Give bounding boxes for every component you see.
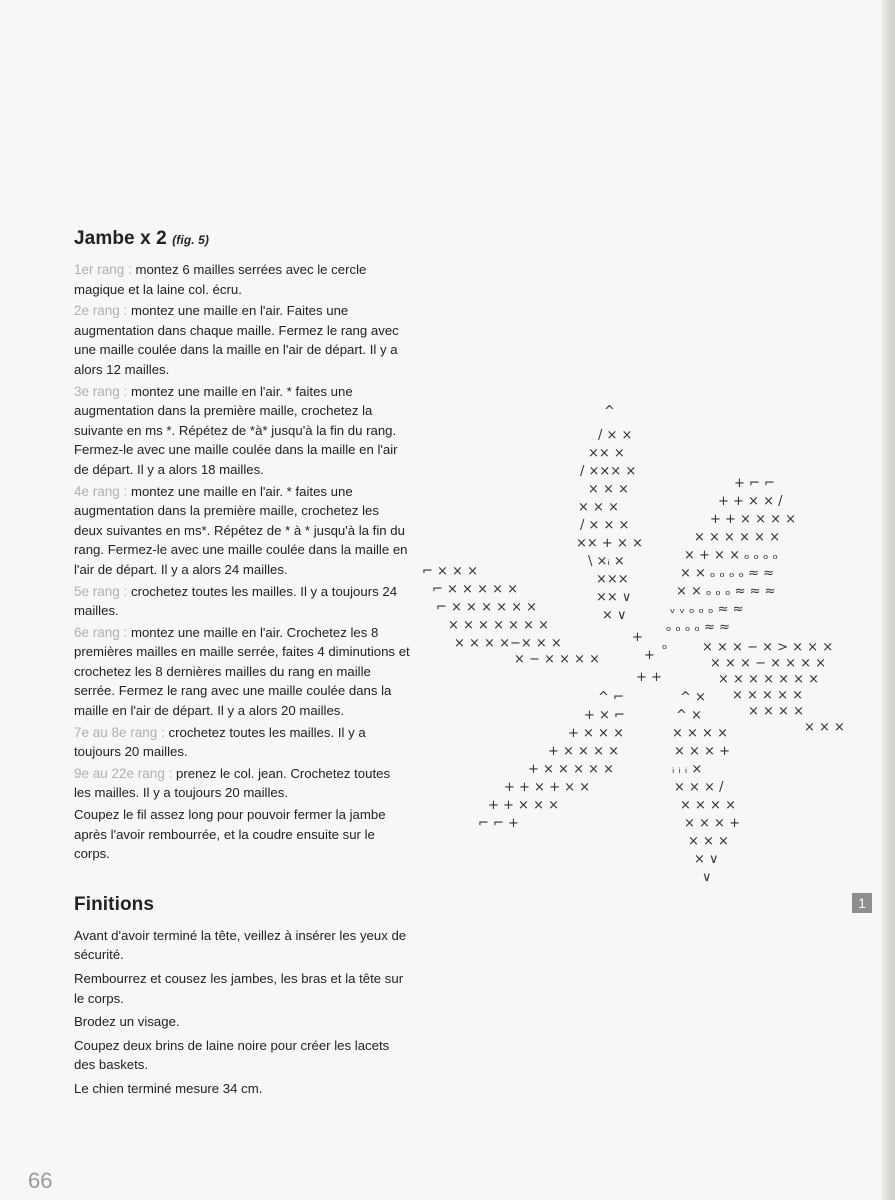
- svg-text:\ ×ᵢ ×: \ ×ᵢ ×: [588, 554, 625, 569]
- row-text: montez une maille en l'air. * faites une augmentation dans la première maille, crochetez les deux suivantes en ms*. Répétez de * à * jusqu'à la fin du rang. Fermez-le avec une maille coulée dans la maille en l'air de départ. Il y a alors 24 mailles.: [74, 483, 408, 577]
- diagram-center: [632, 630, 667, 685]
- svg-text:^ ×: ^ ×: [676, 708, 702, 723]
- svg-text:× + × × ₒ ₒ ₒ ₒ: × + × × ₒ ₒ ₒ ₒ: [684, 548, 779, 563]
- svg-text:+ × × × ×: + × × × ×: [548, 744, 619, 759]
- row-text: montez une maille en l'air. Faites une augmentation dans chaque maille. Fermez le rang avec une maille coulée dans la maille en l'air de départ. Il y a alors 12 mailles.: [74, 303, 399, 377]
- svg-text:∨: ∨: [702, 870, 712, 885]
- closing-instruction: Coupez le fil assez long pour pouvoir fermer la jambe après l'avoir rembourrée, et la coudre ensuite sur le corps.: [74, 807, 386, 862]
- finition-paragraph: Coupez deux brins de laine noire pour créer les lacets des baskets.: [74, 1037, 390, 1073]
- fig-reference: (fig. 5): [172, 233, 209, 247]
- svg-text:× × × +: × × × +: [684, 816, 740, 831]
- row-label: 7e au 8e rang :: [74, 724, 165, 740]
- svg-text:ₒ ₒ ₒ ₒ ≈ ≈: ₒ ₒ ₒ ₒ ≈ ≈: [666, 620, 730, 635]
- row-instruction: [74, 382, 410, 480]
- svg-text:+ × × ×: + × × ×: [568, 726, 624, 741]
- svg-text:+ ⌐ ⌐: + ⌐ ⌐: [734, 476, 775, 491]
- finition-paragraph: Rembourrez et cousez les jambes, les bras et la tête sur le corps.: [74, 971, 404, 1006]
- svg-text:× × × − × > × × ×: × × × − × > × × ×: [702, 640, 834, 655]
- svg-text:× × × × × × ×: × × × × × × ×: [448, 618, 550, 633]
- svg-text:×××: ×××: [596, 572, 629, 587]
- finition-paragraph: Avant d'avoir terminé la tête, veillez à insérer les yeux de sécurité.: [74, 927, 407, 963]
- row-text: montez une maille en l'air. * faites une augmentation dans la première maille, crochetez la suivante en ms *. Répétez de *à* jusqu'à la fin du rang. Fermez-le avec une maille coulée dans la maille en l'air de départ. Il y a alors 18 mailles.: [74, 383, 398, 477]
- svg-text:⌐ ⌐ +: ⌐ ⌐ +: [478, 816, 519, 831]
- svg-text:×× + × ×: ×× + × ×: [576, 536, 643, 551]
- row-instruction: [74, 260, 410, 299]
- svg-text:+ × ⌐: + × ⌐: [584, 708, 625, 723]
- section-title-jambe: [74, 228, 410, 250]
- row-label: 5e rang :: [74, 583, 128, 599]
- row-label: 4e rang :: [74, 483, 128, 499]
- svg-text:× × ₒ ₒ ₒ ₒ ≈ ≈: × × ₒ ₒ ₒ ₒ ≈ ≈: [680, 566, 775, 581]
- svg-text:× × × ×: × × × ×: [748, 704, 804, 719]
- diagram-petal-right-top: [666, 476, 796, 635]
- svg-text:×× ×: ×× ×: [588, 446, 625, 461]
- svg-text:× × × ×−× × ×: × × × ×−× × ×: [454, 636, 562, 651]
- row-text: prenez le col. jean. Crochetez toutes les mailles. Il y a toujours 20 mailles.: [74, 765, 391, 801]
- row-instruction: [74, 301, 410, 379]
- svg-text:× × × ×: × × × ×: [680, 798, 736, 813]
- svg-text:/ × ×: / × ×: [598, 428, 633, 443]
- svg-text:+ + × + × ×: + + × + × ×: [504, 780, 591, 795]
- row-instruction: [74, 582, 410, 621]
- finitions-section: [74, 894, 410, 1099]
- svg-text:× × ×: × × ×: [588, 482, 629, 497]
- svg-text:× × × /: × × × /: [674, 780, 724, 795]
- svg-text:ₒ: ₒ: [662, 638, 668, 653]
- svg-text:+ + × × × ×: + + × × × ×: [710, 512, 797, 527]
- row-instruction: [74, 623, 410, 721]
- svg-text:× − × × × ×: × − × × × ×: [514, 652, 601, 667]
- row-label: 2e rang :: [74, 303, 128, 319]
- svg-text:+ + × × /: + + × × /: [718, 494, 783, 509]
- svg-text:× × ×: × × ×: [804, 720, 845, 735]
- svg-text:×× ∨: ×× ∨: [596, 590, 632, 605]
- row-label: 9e au 22e rang :: [74, 765, 173, 781]
- page-number: 66: [28, 1168, 53, 1193]
- svg-text:+: +: [644, 648, 655, 663]
- svg-text:⌐ × × ×: ⌐ × × ×: [422, 564, 478, 579]
- crochet-stitch-diagram: [418, 395, 888, 915]
- chapter-tab-marker: 1: [852, 893, 872, 913]
- finition-paragraph: Le chien terminé mesure 34 cm.: [74, 1080, 263, 1096]
- svg-text:/ ××× ×: / ××× ×: [580, 464, 637, 479]
- svg-text:× ∨: × ∨: [602, 608, 627, 623]
- row-label: 3e rang :: [74, 383, 128, 399]
- row-text: crochetez toutes les mailles. Il y a toujours 24 mailles.: [74, 583, 398, 619]
- svg-text:× × ₒ ₒ ₒ ≈ ≈ ≈: × × ₒ ₒ ₒ ≈ ≈ ≈: [676, 584, 776, 599]
- svg-text:× × × − × × × ×: × × × − × × × ×: [710, 656, 827, 671]
- row-instruction: [74, 482, 410, 580]
- svg-text:ᵥ ᵥ ₒ ₒ ₒ ≈ ≈: ᵥ ᵥ ₒ ₒ ₒ ≈ ≈: [670, 602, 744, 617]
- finition-paragraph: Brodez un visage.: [74, 1014, 180, 1030]
- svg-text:× ∨: × ∨: [694, 852, 719, 867]
- svg-text:⌐ × × × × ×: ⌐ × × × × ×: [432, 582, 519, 597]
- row-text: montez une maille en l'air. Crochetez les 8 premières mailles en maille serrée, faites 4 diminutions et crochetez les 8 dernières mailles du rang en maille serrée. Fermez le rang avec une maille coulée dans la maille en l'air de départ. Il y a alors 20 mailles.: [74, 624, 410, 719]
- section-title-finitions: Finitions: [74, 893, 155, 915]
- row-instruction: [74, 764, 410, 803]
- diagram-petal-bottom-left: [478, 690, 625, 831]
- text-column: [74, 228, 410, 1103]
- row-label: 6e rang :: [74, 624, 128, 640]
- diagram-petal-right: [702, 640, 845, 735]
- svg-text:× × × × × × ×: × × × × × × ×: [718, 672, 820, 687]
- svg-text:+ × × × × ×: + × × × × ×: [528, 762, 615, 777]
- svg-text:× × × × ×: × × × × ×: [732, 688, 803, 703]
- svg-text:^ ⌐: ^ ⌐: [598, 690, 624, 705]
- svg-text:⌐ × × × × × ×: ⌐ × × × × × ×: [436, 600, 538, 615]
- svg-text:/ × × ×: / × × ×: [580, 518, 630, 533]
- svg-text:+ + × × ×: + + × × ×: [488, 798, 559, 813]
- svg-text:× × × ×: × × × ×: [672, 726, 728, 741]
- svg-text:^: ^: [604, 404, 615, 419]
- svg-text:^ ×: ^ ×: [680, 690, 706, 705]
- svg-text:× × × × × ×: × × × × × ×: [694, 530, 781, 545]
- row-label: 1er rang :: [74, 262, 132, 277]
- svg-text:× × ×: × × ×: [578, 500, 619, 515]
- svg-text:× × × +: × × × +: [674, 744, 730, 759]
- jambe-title: Jambe x 2: [74, 228, 167, 249]
- svg-text:ᵢ ᵢ ᵢ ×: ᵢ ᵢ ᵢ ×: [672, 762, 703, 777]
- diagram-petal-top: [576, 404, 643, 623]
- row-instruction: [74, 723, 410, 762]
- svg-text:+: +: [632, 630, 643, 645]
- row-text: montez 6 mailles serrées avec le cercle magique et la laine col. écru.: [74, 262, 367, 297]
- diagram-petal-bottom: [672, 690, 740, 885]
- svg-text:× × ×: × × ×: [688, 834, 729, 849]
- row-text: crochetez toutes les mailles. Il y a toujours 20 mailles.: [74, 724, 366, 760]
- row-list: [74, 260, 410, 864]
- svg-text:+ +: + +: [636, 670, 662, 685]
- diagram-petal-left: [422, 564, 600, 667]
